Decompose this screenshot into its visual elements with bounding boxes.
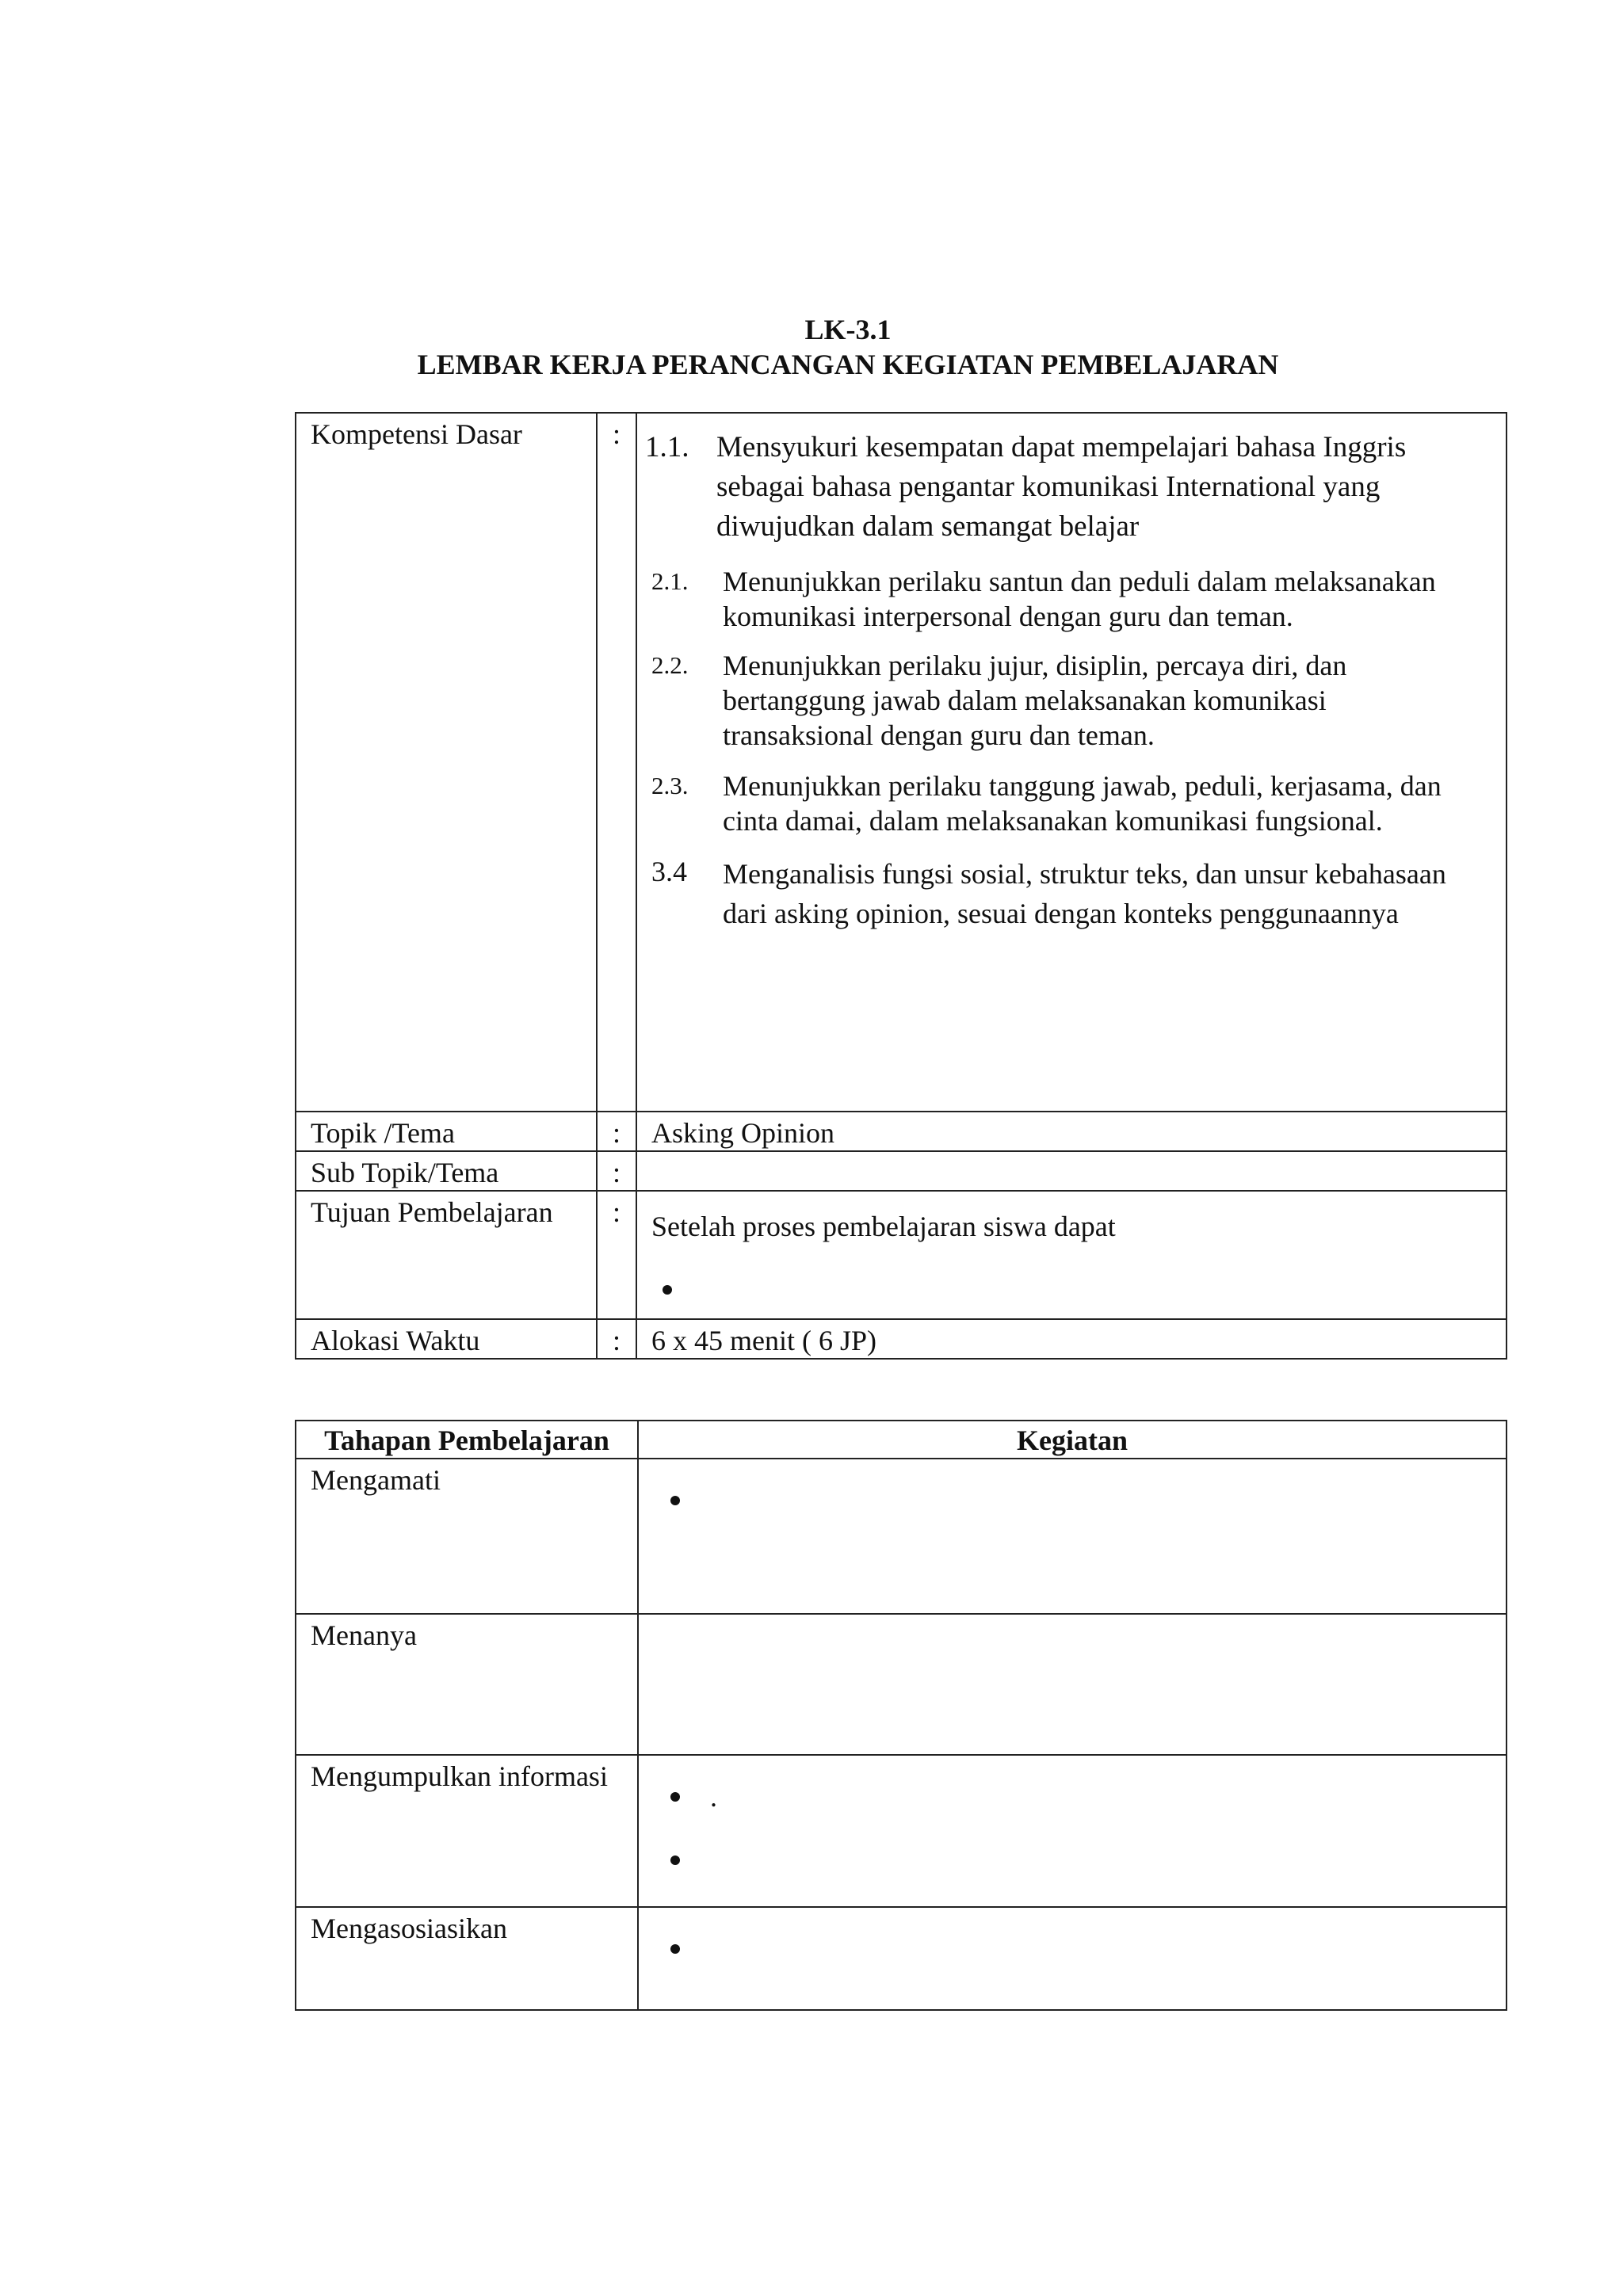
activity-cell — [638, 1614, 1507, 1755]
activity-cell — [638, 1459, 1507, 1614]
alokasi-label: Alokasi Waktu — [296, 1319, 597, 1359]
kompetensi-text: Mensyukuri kesempatan dapat mempelajari bahasa Inggris sebagai bahasa pengantar komunikasi International yang diwujudkan dalam semangat belajar — [716, 431, 1407, 543]
activity-text: . — [710, 1781, 717, 1813]
info-table — [295, 412, 1507, 1360]
stage-label: Mengamati — [296, 1459, 638, 1614]
header-activity: Kegiatan — [638, 1421, 1507, 1459]
header-stage: Tahapan Pembelajaran — [296, 1421, 638, 1459]
steps-header-row — [296, 1421, 1507, 1459]
stage-label: Mengumpulkan informasi — [296, 1755, 638, 1907]
document-code: LK-3.1 — [804, 314, 892, 345]
subtopik-value — [636, 1151, 1507, 1191]
kompetensi-number: 1.1. — [645, 431, 689, 463]
colon: : — [597, 1319, 636, 1359]
subtopik-row — [296, 1151, 1507, 1191]
kompetensi-list — [637, 414, 1506, 1111]
subtopik-label: Sub Topik/Tema — [296, 1151, 597, 1191]
kompetensi-row — [296, 413, 1507, 1112]
tujuan-label: Tujuan Pembelajaran — [296, 1191, 597, 1319]
kompetensi-number: 2.3. — [651, 772, 689, 799]
bullet-icon — [670, 1792, 680, 1802]
kompetensi-number: 3.4 — [651, 856, 687, 887]
kompetensi-text: Menganalisis fungsi sosial, struktur teks, dan unsur kebahasaan dari asking opinion, sesuai dengan konteks penggunaannya — [723, 858, 1446, 929]
activity-cell — [638, 1907, 1507, 2010]
kompetensi-text: Menunjukkan perilaku santun dan peduli dalam melaksanakan komunikasi interpersonal dengan guru dan teman. — [723, 566, 1436, 632]
step-row-mengasosiasikan — [296, 1907, 1507, 2010]
topik-label: Topik /Tema — [296, 1112, 597, 1151]
topik-row — [296, 1112, 1507, 1151]
kompetensi-text: Menunjukkan perilaku tanggung jawab, peduli, kerjasama, dan cinta damai, dalam melaksanakan komunikasi fungsional. — [723, 770, 1442, 837]
colon: : — [597, 1112, 636, 1151]
alokasi-value: 6 x 45 menit ( 6 JP) — [636, 1319, 1507, 1359]
tujuan-value: Setelah proses pembelajaran siswa dapat — [651, 1211, 1116, 1242]
bullet-icon — [670, 1496, 680, 1505]
colon: : — [597, 1191, 636, 1319]
kompetensi-number: 2.1. — [651, 567, 689, 595]
colon: : — [597, 1151, 636, 1191]
alokasi-row — [296, 1319, 1507, 1359]
bullet-icon — [670, 1855, 680, 1865]
bullet-icon — [663, 1285, 672, 1295]
kompetensi-number: 2.2. — [651, 651, 689, 679]
step-row-mengumpulkan-informasi — [296, 1755, 1507, 1907]
activity-cell — [638, 1755, 1507, 1907]
document-title: LEMBAR KERJA PERANCANGAN KEGIATAN PEMBELAJARAN — [417, 349, 1279, 380]
kompetensi-text: Menunjukkan perilaku jujur, disiplin, percaya diri, dan bertanggung jawab dalam melaksanakan komunikasi transaksional dengan guru dan teman. — [723, 650, 1347, 751]
topik-value: Asking Opinion — [636, 1112, 1507, 1151]
colon: : — [597, 413, 636, 1112]
tujuan-row — [296, 1191, 1507, 1319]
stage-label: Menanya — [296, 1614, 638, 1755]
stage-label: Mengasosiasikan — [296, 1907, 638, 2010]
steps-table — [295, 1420, 1507, 2011]
bullet-icon — [670, 1944, 680, 1954]
kompetensi-label: Kompetensi Dasar — [296, 413, 597, 1112]
step-row-menanya — [296, 1614, 1507, 1755]
step-row-mengamati — [296, 1459, 1507, 1614]
